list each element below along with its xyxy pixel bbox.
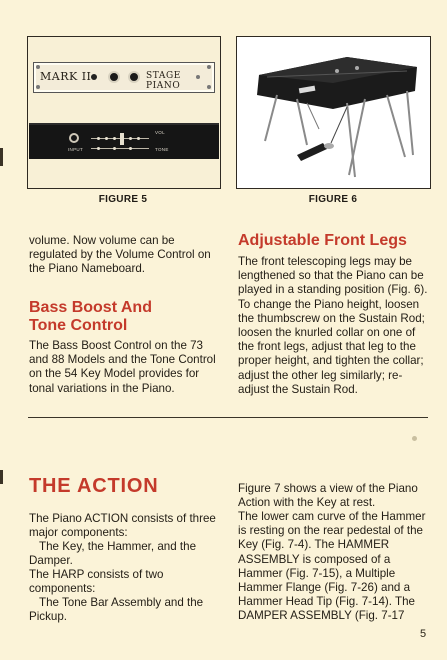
action-left-p2: The Key, the Hammer, and the Damper. xyxy=(29,540,197,568)
figure-6-photo xyxy=(236,36,431,189)
control-panel-strip xyxy=(29,123,219,159)
action-section-title: THE ACTION xyxy=(29,475,159,497)
action-right-p1: Figure 7 shows a view of the Piano Action with the Key at rest. xyxy=(238,482,418,510)
nameplate-stage-piano-text: STAGE PIANO xyxy=(146,71,181,91)
volume-knob-icon xyxy=(108,71,120,83)
action-left-p4: The Tone Bar Assembly and the Pickup. xyxy=(29,596,204,624)
tone-knob-icon xyxy=(128,71,140,83)
piano-nameplate xyxy=(33,62,215,93)
action-left-p1: The Piano ACTION consists of three major components: xyxy=(29,512,216,540)
panel-input-label: INPUT xyxy=(68,147,83,152)
figure-5-caption: FIGURE 5 xyxy=(98,194,148,205)
small-knob-icon xyxy=(91,74,97,80)
bass-boost-heading-line1: Bass Boost And xyxy=(29,299,152,316)
action-right-p2: The lower cam curve of the Hammer is resting on the rear pedestal of the Key (Fig. 7-4). The HAMMER ASSEMBLY is composed of a Hammer (Fig. 7-15), a Multiple Hammer Flange (Fig. 7-26) and a Hammer Head Tip (Fig. 7-14). The DAMPER ASSEMBLY (Fig. 7-17 xyxy=(238,510,426,623)
page-number: 5 xyxy=(420,628,427,640)
bass-boost-paragraph: The Bass Boost Control on the 73 and 88 Models and the Tone Control on the 54 Key Model provides for tonal variations in the Piano. xyxy=(29,339,216,395)
figure-6-caption: FIGURE 6 xyxy=(308,194,358,205)
action-left-p3: The HARP consists of two components: xyxy=(29,568,164,596)
paper-speck xyxy=(412,436,417,441)
panel-tone-label: TONE xyxy=(155,147,169,152)
front-legs-paragraph: The front telescoping legs may be lengthened so that the Piano can be played in a standing position (Fig. 6). To change the Piano height, loosen the thumbscrew on the Sustain Rod; loosen the knurled collar on one of the front legs, adjust that leg to the proper height, and tighten the collar; adjust the other leg similarly; re-adjust the Sustain Rod. xyxy=(238,255,428,396)
input-jack-icon xyxy=(69,133,79,143)
bass-boost-heading xyxy=(29,299,219,335)
section-divider xyxy=(28,417,428,418)
front-legs-heading: Adjustable Front Legs xyxy=(238,232,407,249)
nameplate-model-text: MARK II xyxy=(40,70,92,83)
vol-slider-handle xyxy=(120,133,124,145)
volume-paragraph: volume. Now volume can be regulated by the Volume Control on the Piano Nameboard. xyxy=(29,234,211,276)
panel-vol-label: VOL xyxy=(155,130,165,135)
binding-mark xyxy=(0,470,3,484)
bass-boost-heading-line2: Tone Control xyxy=(29,317,128,334)
figure-5-photo xyxy=(27,36,221,189)
binding-mark xyxy=(0,148,3,166)
piano-on-stand-illustration xyxy=(237,37,430,188)
